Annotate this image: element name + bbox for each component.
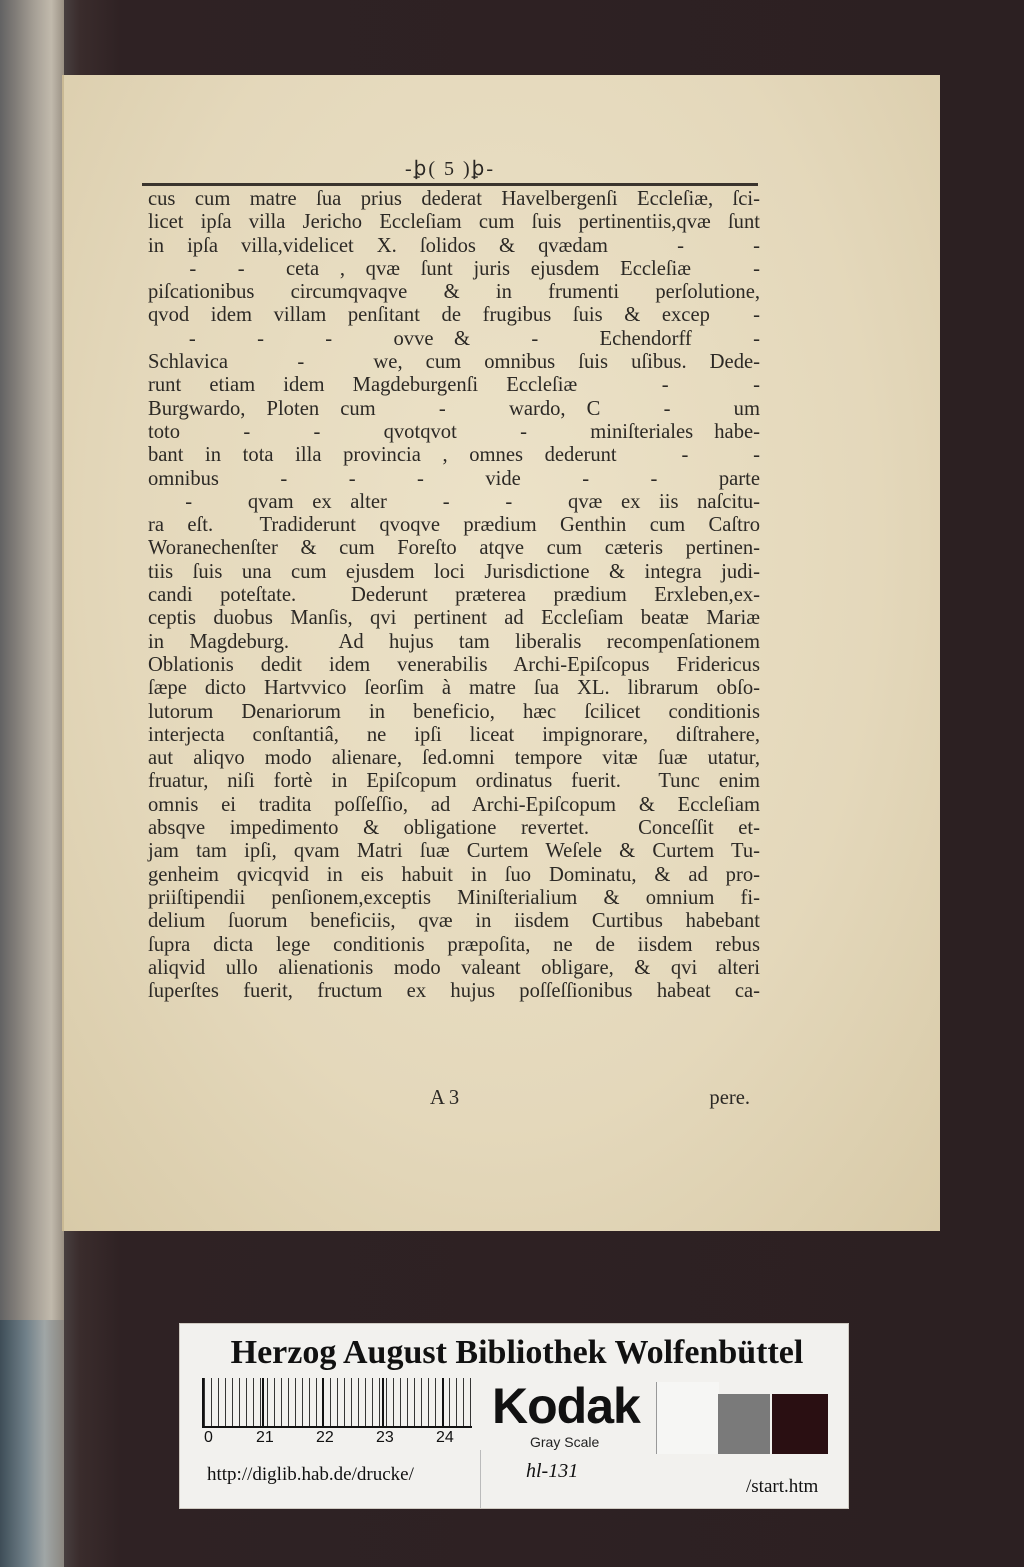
measurement-ruler <box>202 1378 472 1448</box>
text-line: piſcationibus circumqvaqve & in frumenti perſolutione, <box>148 281 760 304</box>
text-line: Oblationis dedit idem venerabilis Archi-Epiſcopus Fridericus <box>148 653 760 676</box>
book-spine-lower <box>0 1320 64 1567</box>
ruler-label: 21 <box>256 1429 274 1446</box>
text-line: priiſtipendii penſionem,exceptis Miniſterialium & omnium fi- <box>148 886 760 909</box>
ruler-ticks <box>202 1378 474 1426</box>
text-line: fruatur, niſi fortè in Epiſcopum ordinatus fuerit. Tunc enim <box>148 770 760 793</box>
text-line: Woranechenſter & cum Foreſto atqve cum cæteris pertinen- <box>148 537 760 560</box>
ruler-baseline <box>202 1426 472 1428</box>
text-line: in Magdeburg. Ad hujus tam liberalis recompenſationem <box>148 630 760 653</box>
text-line: interjecta conſtantiâ, ne ipſi liceat impignorare, diſtrahere, <box>148 723 760 746</box>
ruler-major-tick <box>322 1378 324 1426</box>
ruler-label: 22 <box>316 1429 334 1446</box>
catchword: pere. <box>709 1087 750 1109</box>
ruler-label: 0 <box>204 1429 213 1446</box>
text-line: Schlavica - we, cum omnibus ſuis uſibus. Dede- <box>148 351 760 374</box>
text-line: ſupra dicta lege conditionis præpoſita, ne de iisdem rebus <box>148 933 760 956</box>
text-line: - - - ovve & - Echendorff - <box>148 327 760 350</box>
text-line: runt etiam idem Magdeburgenſi Eccleſiæ - - <box>148 374 760 397</box>
text-line: - - ceta , qvæ ſunt juris ejusdem Eccleſiæ - <box>148 257 760 280</box>
page-body-text <box>148 188 760 1003</box>
text-line: cus cum matre ſua prius dederat Havelbergenſi Eccleſiæ, ſci- <box>148 188 760 210</box>
header-rule <box>142 183 758 186</box>
url-base: http://diglib.hab.de/drucke/ <box>207 1464 414 1485</box>
gray-patch <box>718 1394 770 1454</box>
white-patch <box>656 1382 719 1454</box>
ruler-major-tick <box>262 1378 264 1426</box>
ruler-label: 24 <box>436 1429 454 1446</box>
text-line: delium ſuorum beneficiis, qvæ in iisdem Curtibus habebant <box>148 910 760 933</box>
text-line: toto - - qvotqvot - miniſteriales habe- <box>148 420 760 443</box>
text-line: aut aliqvo modo alienare, ſed.omni tempore vitæ ſuæ utatur, <box>148 747 760 770</box>
text-line: omnibus - - - vide - - parte <box>148 467 760 490</box>
text-line: Burgwardo, Ploten cum - wardo, C - um <box>148 397 760 420</box>
text-line: ſæpe dicto Hartvvico ſeorſim à matre ſua XL. librarum obſo- <box>148 677 760 700</box>
text-line: tiis ſuis una cum ejusdem loci Jurisdictione & integra judi- <box>148 560 760 583</box>
text-line: omnis ei tradita poſſeſſio, ad Archi-Epiſcopum & Eccleſiam <box>148 793 760 816</box>
text-line: ſuperſtes fuerit, fructum ex hujus poſſeſſionibus habeat ca- <box>148 980 760 1003</box>
color-target-card <box>180 1324 848 1508</box>
gray-scale-label: Gray Scale <box>530 1434 600 1450</box>
text-line: bant in tota illa provincia , omnes dederunt - - <box>148 444 760 467</box>
ruler-major-tick <box>382 1378 384 1426</box>
text-line: jam tam ipſi, qvam Matri ſuæ Curtem Weſele & Curtem Tu- <box>148 840 760 863</box>
text-line: qvod idem villam penſitant de frugibus ſuis & excep - <box>148 304 760 327</box>
card-divider <box>480 1450 481 1508</box>
signature-mark: A 3 <box>430 1087 460 1109</box>
ruler-major-tick <box>442 1378 444 1426</box>
ruler-label: 23 <box>376 1429 394 1446</box>
shelfmark: hl-131 <box>526 1460 579 1482</box>
page-footer <box>148 1087 760 1111</box>
kodak-logo: Kodak <box>492 1378 640 1434</box>
text-line: - qvam ex alter - - qvæ ex iis naſcitu- <box>148 490 760 513</box>
text-line: aliqvid ullo alienationis modo valeant obligare, & qvi alteri <box>148 956 760 979</box>
text-line: lutorum Denariorum in beneficio, hæc ſcilicet conditionis <box>148 700 760 723</box>
text-line: absqve impedimento & obligatione revertet. Conceſſit et- <box>148 817 760 840</box>
dark-patch <box>772 1394 828 1454</box>
page-header: -ꝧ( 5 )ꝧ- <box>404 158 496 180</box>
text-line: ra eſt. Tradiderunt qvoqve prædium Genthin cum Caſtro <box>148 514 760 537</box>
url-suffix: /start.htm <box>746 1476 819 1497</box>
text-line: ceptis duobus Manſis, qvi pertinent ad Eccleſiam beatæ Mariæ <box>148 607 760 630</box>
text-line: in ipſa villa,videlicet X. ſolidos & qvædam - - <box>148 234 760 257</box>
text-line: licet ipſa villa Jericho Eccleſiam cum ſuis pertinentiis,qvæ ſunt <box>148 211 760 234</box>
library-name: Herzog August Bibliothek Wolfenbüttel <box>230 1334 804 1371</box>
text-line: candi poteſtate. Dederunt præterea prædium Erxleben,ex- <box>148 584 760 607</box>
text-line: genheim qvicqvid in eis habuit in ſuo Dominatu, & ad pro- <box>148 863 760 886</box>
ruler-major-tick <box>202 1378 204 1426</box>
